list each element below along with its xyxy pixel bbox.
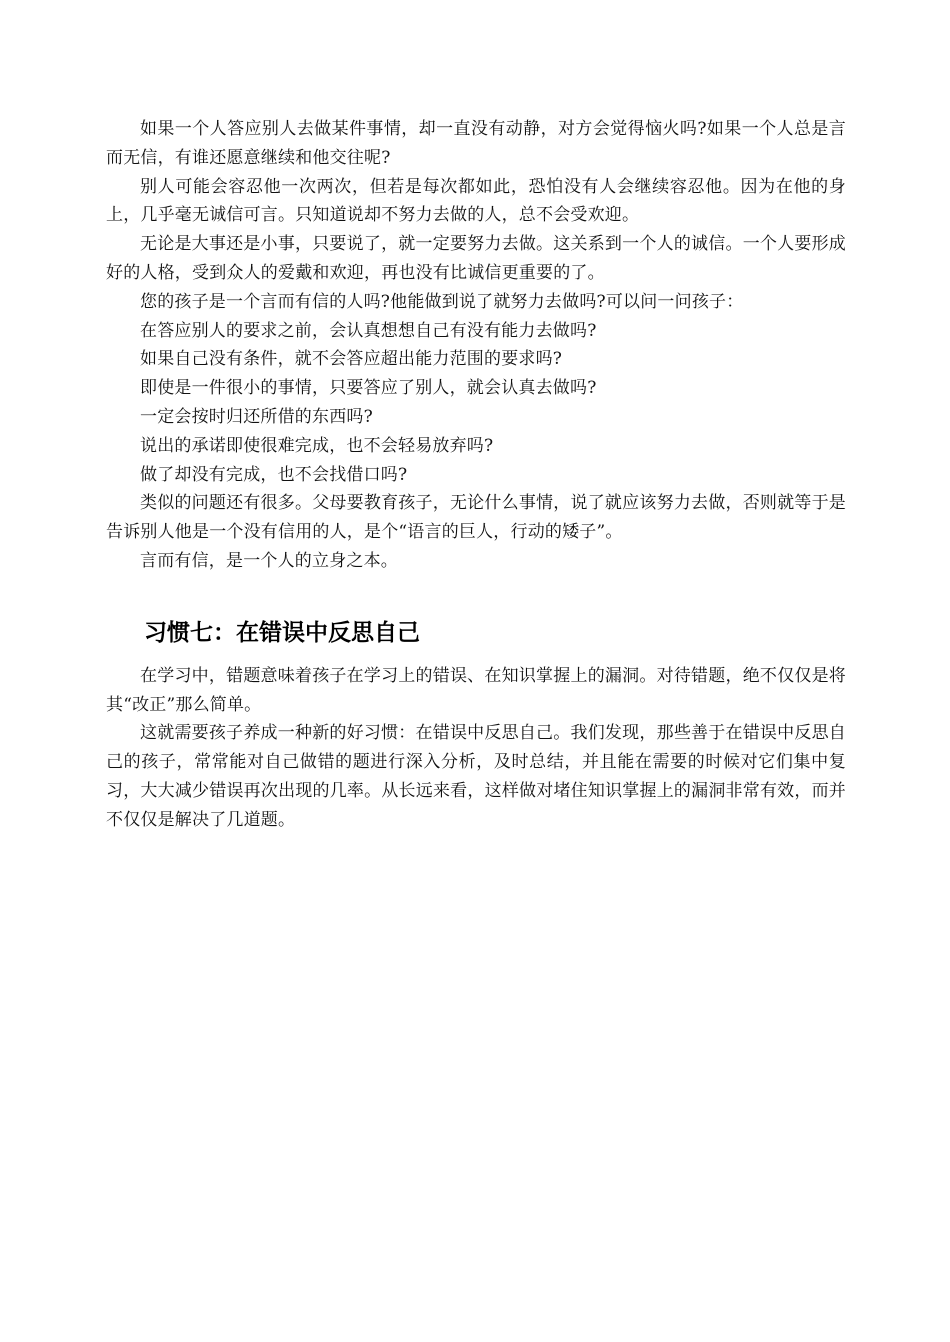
paragraph-ask-child: 您的孩子是一个言而有信的人吗?他能做到说了就努力去做吗?可以问一问孩子： bbox=[140, 291, 744, 312]
paragraph-reflect-habit: 这就需要孩子养成一种新的好习惯：在错误中反思自己。我们发现，那些善于在错误中反思自己的孩子，常常能对自己做错的题进行深入分析，及时总结，并且能在需要的时候对它们集中复习，大大减少错误再次出现的几率。从长远来看，这样做对堵住知识掌握上的漏洞非常有效，而并不仅仅是解决了几道题。 bbox=[106, 723, 846, 830]
question-item: 即使是一件很小的事情，只要答应了别人，就会认真去做吗? bbox=[140, 378, 597, 399]
question-item: 一定会按时归还所借的东西吗? bbox=[140, 406, 373, 427]
section-heading: 习惯七：在错误中反思自己 bbox=[144, 619, 420, 646]
question-item: 在答应别人的要求之前，会认真想想自己有没有能力去做吗? bbox=[140, 320, 597, 341]
paragraph-tolerance: 别人可能会容忍他一次两次，但若是每次都如此，恐怕没有人会继续容忍他。因为在他的身上，几乎毫无诚信可言。只知道说却不努力去做的人，总不会受欢迎。 bbox=[106, 176, 846, 226]
document-body bbox=[106, 115, 846, 835]
paragraph-mistakes-intro: 在学习中，错题意味着孩子在学习上的错误、在知识掌握上的漏洞。对待错题，绝不仅仅是将其“改正”那么简单。 bbox=[106, 665, 846, 715]
paragraph-broken-promise: 如果一个人答应别人去做某件事情，却一直没有动静，对方会觉得恼火吗?如果一个人总是言而无信，有谁还愿意继续和他交往呢? bbox=[106, 119, 846, 168]
paragraph-conclusion: 言而有信，是一个人的立身之本。 bbox=[140, 550, 398, 571]
paragraph-integrity: 无论是大事还是小事，只要说了，就一定要努力去做。这关系到一个人的诚信。一个人要形成好的人格，受到众人的爱戴和欢迎，再也没有比诚信更重要的了。 bbox=[106, 234, 846, 283]
paragraph-parents-advice: 类似的问题还有很多。父母要教育孩子，无论什么事情，说了就应该努力去做，否则就等于是告诉别人他是一个没有信用的人，是个“语言的巨人，行动的矮子”。 bbox=[106, 493, 846, 543]
question-item: 如果自己没有条件，就不会答应超出能力范围的要求吗? bbox=[140, 349, 563, 370]
question-item: 做了却没有完成，也不会找借口吗? bbox=[140, 464, 408, 485]
question-item: 说出的承诺即使很难完成，也不会轻易放弃吗? bbox=[140, 435, 494, 456]
